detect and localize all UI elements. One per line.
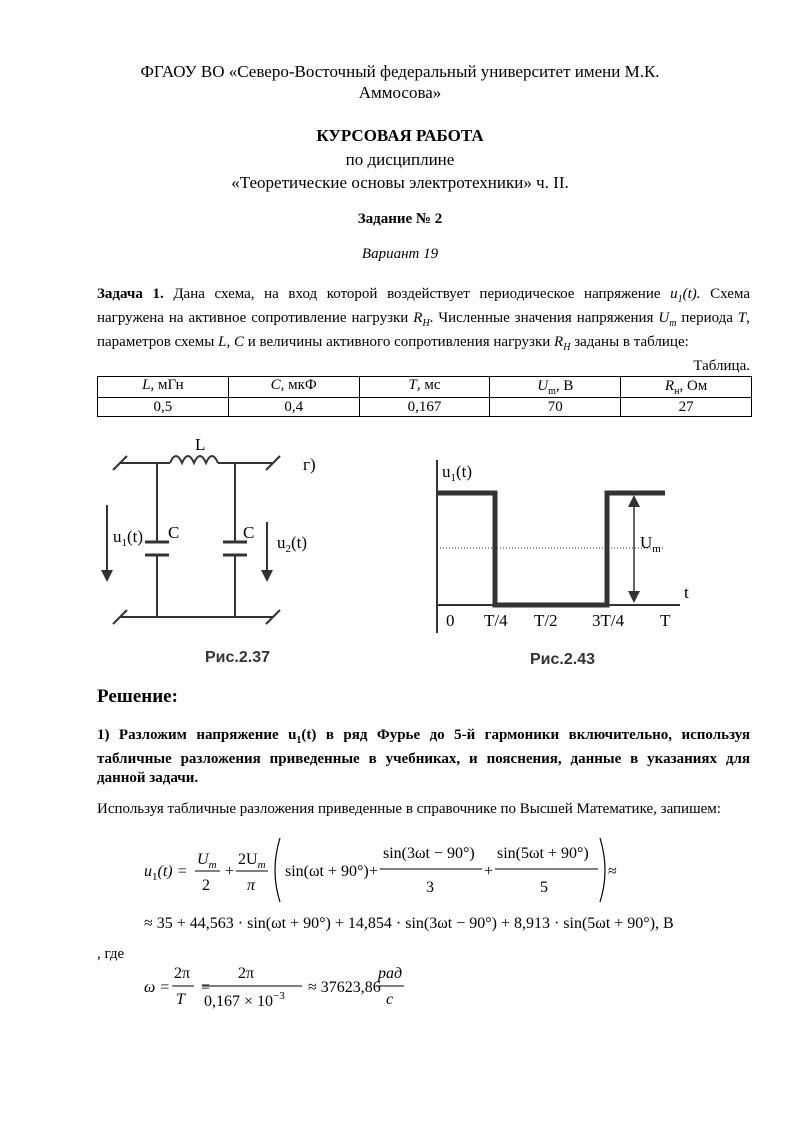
svg-text:π: π [247,877,256,894]
svg-text:sin(5ωt + 90°): sin(5ωt + 90°) [497,845,589,862]
svg-text:0,167 × 10−3: $0,167 \times 10^{-3}$ [204,990,285,1010]
svg-text:5: 5 [540,879,548,896]
svg-text:u1(t): $u_1(t)$ [113,527,144,549]
t-axis-label: t [684,583,689,602]
svg-text:+: + [484,863,494,880]
svg-text:2π: 2π [174,965,191,982]
svg-text:+: + [225,863,235,880]
value-rh: 27 [621,398,752,417]
cap1-label: C [168,523,180,542]
waveform-diagram [420,455,690,670]
value-l: 0,5 [98,398,229,417]
university-line-2: Аммосова» [358,83,442,102]
discipline-label: по дисциплине [345,150,455,169]
svg-text:+: + [369,863,379,880]
task1-label: Задача 1. [97,286,164,302]
svg-text:2π: 2π [238,965,255,982]
svg-text:2: 2 [202,877,210,894]
svg-text:≈: ≈ [608,863,617,880]
tick-3t4: 3T/4 [592,611,625,630]
waveform-line [437,493,665,605]
value-um: 70 [490,398,621,417]
assignment-number: Задание № 2 [357,211,443,227]
svg-text:sin(ωt + 90°): sin(ωt + 90°) [285,863,369,880]
inductor-symbol [170,456,218,463]
svg-text:3: 3 [426,879,434,896]
university-line-1: ФГАОУ ВО «Северо-Восточный федеральный университет имени М.К. [140,62,660,81]
u2-arrow-head [261,570,273,582]
figure2-caption: Рис.2.43 [530,651,595,668]
tick-0: 0 [446,611,455,630]
value-c: 0,4 [228,398,359,417]
parameters-table [97,376,752,417]
um-arrow-head-top [628,495,640,507]
table-header-row: L, мГн C, мкФ T, мс $U_m$, В $R_н$, Ом [98,377,752,398]
table-row [98,398,752,417]
svg-text:u1(t): $u_1(t)$ [442,462,473,484]
svg-text:ω =: ω = [144,979,171,996]
omega-formula [140,958,440,1014]
circuit-diagram [95,430,335,675]
svg-text:u2(t): $u_2(t)$ [277,533,308,555]
variant-number: Вариант 19 [361,246,439,262]
solution-heading: Решение: [97,686,178,707]
figure1-caption: Рис.2.37 [205,649,270,666]
fourier-formula [140,832,630,908]
svg-text:sin(3ωt − 90°): sin(3ωt − 90°) [383,845,475,862]
tick-t2: T/2 [534,611,558,630]
svg-text:2Um: $2U_m$ [238,851,266,871]
step1-paragraph: 1) Разложим напряжение $u_1(t)$ в ряд Фурье до 5-й гармоники включительно, используя табличные разложения приведенные в учебниках, и пояснения, данные в указаниях для данной задачи. [97,727,750,786]
svg-text:≈ 37623,86: ≈ 37623,86 [308,979,381,996]
um-arrow-head-bottom [628,591,640,603]
svg-text:Um: $U_m$ [197,851,217,871]
inductor-label: L [195,435,206,454]
tick-t: T [660,611,671,630]
svg-text:рад: рад [378,965,403,982]
variant-g-label: г) [303,455,316,474]
where-label: , где [97,946,125,962]
cap2-label: C [243,523,255,542]
table-caption: Таблица. [693,358,750,374]
svg-text:=: = [201,979,211,996]
task1-paragraph: Задача 1. Дана схема, на вход которой воздействует периодическое напряжение $u_1(t)$. Схема нагружена на активное сопротивление нагрузки $R_H$. Численные значения напряжения $U_m$ периода T, параметров схемы L, C и величины активного сопротивления нагрузки $R_H$ заданы в таблице: [97,286,750,353]
svg-text:c: c [386,991,394,1008]
svg-text:u1(t) =: $u_1(t)$ = [144,863,188,883]
subject-title: «Теоретические основы электротехники» ч. II. [231,173,569,192]
svg-text:Um: $U_m$ [640,533,661,555]
value-t: 0,167 [359,398,490,417]
work-title: КУРСОВАЯ РАБОТА [316,126,484,145]
fourier-numeric-formula: ≈ 35 + 44,563 · sin(ωt + 90°) + 14,854 · sin(3ωt − 90°) + 8,913 · sin(5ωt + 90°), B [144,915,674,932]
u1-arrow-head [101,570,113,582]
svg-text:T: T [176,991,185,1008]
tick-t4: T/4 [484,611,508,630]
intro-paragraph: Используя табличные разложения приведенные в справочнике по Высшей Математике, запишем: [97,801,721,817]
